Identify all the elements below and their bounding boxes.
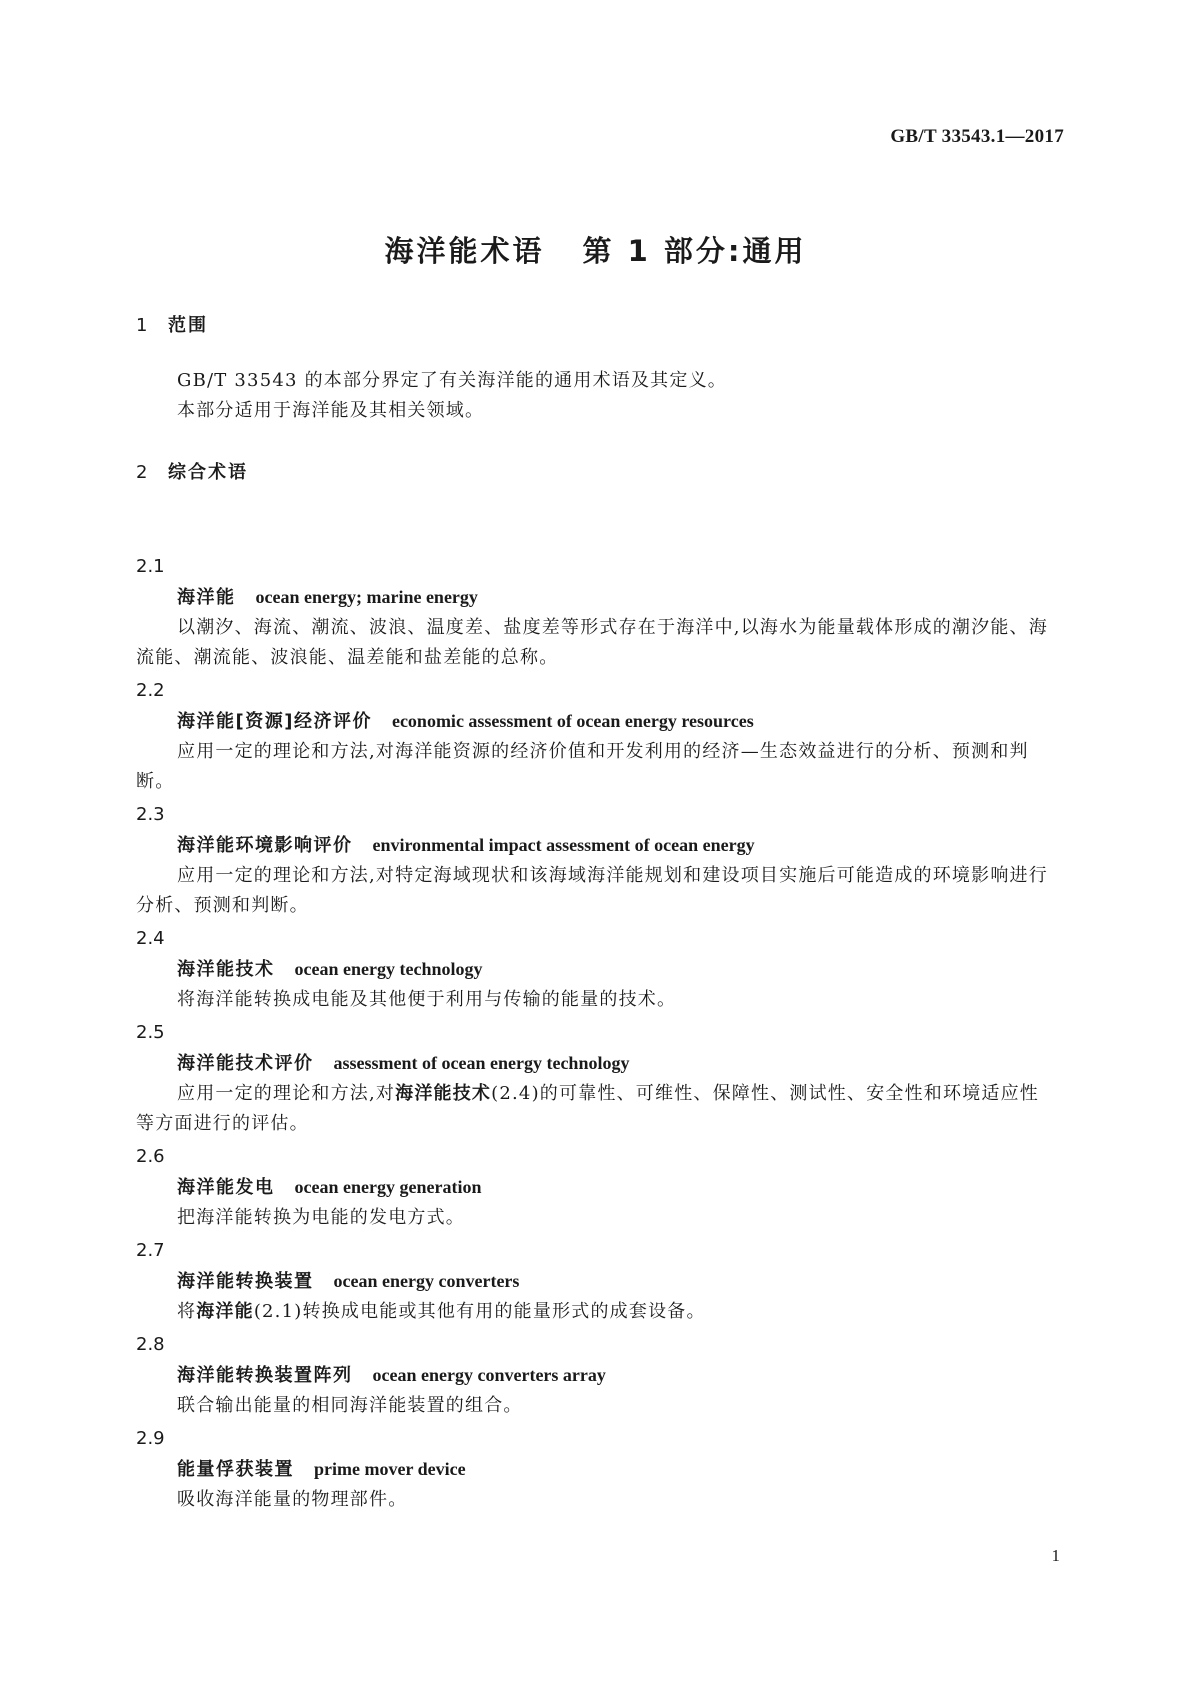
term-entry-2-9: [136, 1423, 1056, 1515]
entry-definition: 将海洋能转换成电能及其他便于利用与传输的能量的技术。: [177, 989, 677, 1010]
term-chinese: 海洋能转换装置阵列: [177, 1365, 353, 1386]
term-cross-reference: 海洋能: [196, 1301, 254, 1322]
entry-definition: 以潮汐、海流、潮流、波浪、温度差、盐度差等形式存在于海洋中,以海水为能量载体形成的潮汐能、海流能、潮流能、波浪能、温差能和盐差能的总称。: [136, 617, 1048, 668]
entry-definition: 应用一定的理论和方法,对海洋能资源的经济价值和开发利用的经济—生态效益进行的分析、预测和判断。: [136, 741, 1029, 792]
document-title: [0, 229, 1191, 270]
entry-definition: [136, 1297, 1056, 1327]
entry-term: [136, 582, 1056, 613]
entry-number: 2.3: [136, 804, 165, 825]
term-chinese: 海洋能环境影响评价: [177, 835, 353, 856]
term-entries: [136, 551, 1056, 1517]
page-number: 1: [1051, 1546, 1060, 1565]
section-1-title: 范围: [168, 315, 208, 336]
term-english: ocean energy technology: [294, 959, 483, 979]
term-cross-reference: 海洋能技术: [395, 1083, 492, 1104]
entry-definition: 应用一定的理论和方法,对特定海域现状和该海域海洋能规划和建设项目实施后可能造成的环境影响进行分析、预测和判断。: [136, 865, 1048, 916]
scope-paragraph-1: GB/T 33543 的本部分界定了有关海洋能的通用术语及其定义。: [177, 370, 727, 391]
section-1-heading: [136, 311, 208, 337]
term-chinese: 海洋能发电: [177, 1177, 275, 1198]
entry-number: 2.8: [136, 1334, 165, 1355]
entry-number: 2.6: [136, 1146, 165, 1167]
title-main: 海洋能术语: [384, 234, 545, 268]
entry-number: 2.4: [136, 928, 165, 949]
term-entry-2-8: [136, 1329, 1056, 1421]
entry-number: 2.9: [136, 1428, 165, 1449]
entry-term: [136, 830, 1056, 861]
entry-term: [136, 1360, 1056, 1391]
entry-term: [136, 1266, 1056, 1297]
section-2-title: 综合术语: [168, 462, 248, 483]
term-entry-2-7: [136, 1235, 1056, 1327]
entry-term: [136, 1048, 1056, 1079]
term-english: ocean energy converters: [333, 1271, 520, 1291]
term-english: environmental impact assessment of ocean energy: [372, 835, 755, 855]
term-chinese: 海洋能[资源]经济评价: [177, 711, 372, 732]
term-english: ocean energy; marine energy: [255, 587, 478, 607]
entry-definition: 吸收海洋能量的物理部件。: [177, 1489, 408, 1510]
definition-text-pre: 将: [177, 1301, 197, 1322]
term-chinese: 能量俘获装置: [177, 1459, 294, 1480]
term-entry-2-3: [136, 799, 1056, 921]
entry-definition: 把海洋能转换为电能的发电方式。: [177, 1207, 465, 1228]
term-entry-2-4: [136, 923, 1056, 1015]
definition-text-post: (2.1)转换成电能或其他有用的能量形式的成套设备。: [253, 1301, 706, 1322]
term-english: assessment of ocean energy technology: [333, 1053, 630, 1073]
entry-term: [136, 1172, 1056, 1203]
term-english: prime mover device: [314, 1459, 466, 1479]
entry-definition: 联合输出能量的相同海洋能装置的组合。: [177, 1395, 523, 1416]
term-english: economic assessment of ocean energy resources: [391, 711, 754, 731]
entry-definition: [136, 1079, 1056, 1139]
title-part: 第 1 部分:通用: [582, 234, 807, 268]
term-english: ocean energy converters array: [372, 1365, 606, 1385]
term-entry-2-1: [136, 551, 1056, 673]
entry-term: [136, 1454, 1056, 1485]
entry-number: 2.2: [136, 680, 165, 701]
term-chinese: 海洋能技术: [177, 959, 275, 980]
term-english: ocean energy generation: [294, 1177, 482, 1197]
term-chinese: 海洋能技术评价: [177, 1053, 314, 1074]
entry-number: 2.5: [136, 1022, 165, 1043]
entry-term: [136, 954, 1056, 985]
scope-paragraph-2: 本部分适用于海洋能及其相关领域。: [177, 400, 485, 421]
term-entry-2-6: [136, 1141, 1056, 1233]
entry-number: 2.1: [136, 556, 165, 577]
term-chinese: 海洋能: [177, 587, 236, 608]
section-2-number: 2: [136, 462, 150, 483]
document-code: GB/T 33543.1—2017: [890, 126, 1064, 147]
term-chinese: 海洋能转换装置: [177, 1271, 314, 1292]
definition-text-post: (2.4)的可靠性、可维性、保障性、测试性、安全性和环境适应性等方面进行的评估。: [136, 1083, 1039, 1134]
section-2-heading: [136, 458, 248, 484]
entry-term: [136, 706, 1056, 737]
definition-text-pre: 应用一定的理论和方法,对: [177, 1083, 396, 1104]
section-1-number: 1: [136, 315, 150, 336]
term-entry-2-5: [136, 1017, 1056, 1139]
entry-number: 2.7: [136, 1240, 165, 1261]
term-entry-2-2: [136, 675, 1056, 797]
